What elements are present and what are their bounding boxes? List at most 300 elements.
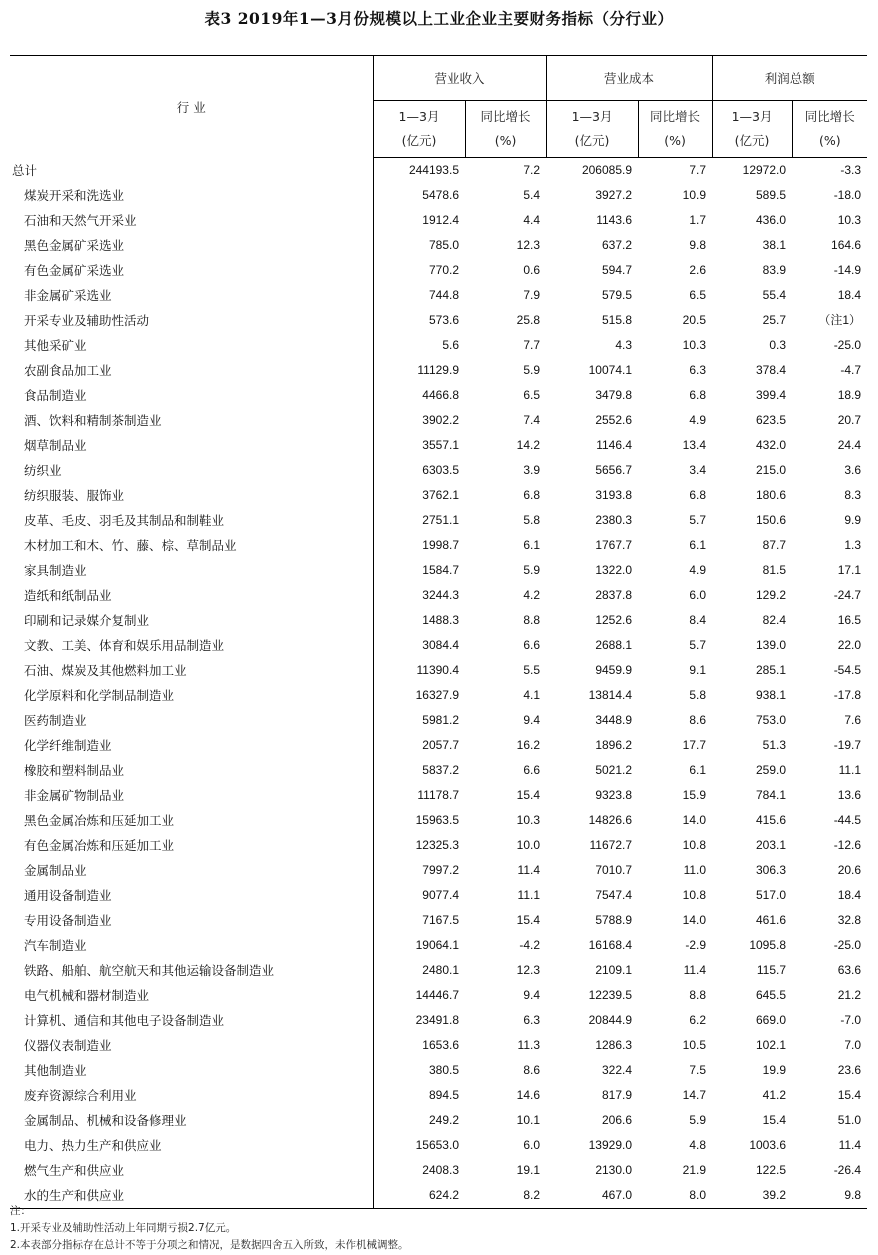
industry-name: 金属制品、机械和设备修理业 bbox=[24, 1113, 187, 1128]
revenue-growth-cell: 10.3 bbox=[516, 813, 541, 827]
cost-growth-cell: -2.9 bbox=[685, 938, 707, 952]
industry-name: 非金属矿物制品业 bbox=[24, 788, 125, 803]
profit-value-cell: 139.0 bbox=[756, 638, 787, 652]
cost-growth-cell: 13.4 bbox=[682, 438, 707, 452]
profit-growth-cell: 18.4 bbox=[837, 888, 862, 902]
revenue-growth-cell: 11.1 bbox=[517, 888, 541, 902]
industry-name: 化学原料和化学制品制造业 bbox=[24, 688, 175, 703]
cost-growth-cell: 15.9 bbox=[682, 788, 707, 802]
profit-value-cell: 399.4 bbox=[756, 388, 787, 402]
cost-value-cell: 2130.0 bbox=[595, 1163, 633, 1177]
profit-growth-cell: 13.6 bbox=[837, 788, 862, 802]
revenue-growth-cell: 15.4 bbox=[516, 913, 541, 927]
industry-name: 电气机械和器材制造业 bbox=[24, 988, 150, 1003]
profit-value-cell: 19.9 bbox=[762, 1063, 787, 1077]
profit-value-cell: 102.1 bbox=[756, 1038, 787, 1052]
cost-growth-cell: 5.9 bbox=[689, 1113, 707, 1127]
cost-growth-cell: 8.8 bbox=[689, 988, 707, 1002]
revenue-growth-cell: 5.9 bbox=[523, 363, 541, 377]
table-row bbox=[10, 983, 867, 1008]
cost-growth-cell: 20.5 bbox=[682, 313, 707, 327]
cost-growth-cell: 6.1 bbox=[689, 763, 707, 777]
revenue-growth-cell: 9.4 bbox=[523, 988, 541, 1002]
revenue-growth-cell: 14.2 bbox=[516, 438, 541, 452]
revenue-value-cell: 3084.4 bbox=[373, 633, 465, 658]
revenue-value-cell: 3244.3 bbox=[373, 583, 465, 608]
page-title: 表3 2019年1—3月份规模以上工业企业主要财务指标（分行业） bbox=[204, 9, 674, 28]
cost-growth-cell: 14.7 bbox=[682, 1088, 707, 1102]
industry-name: 印刷和记录媒介复制业 bbox=[24, 613, 150, 628]
industry-header: 行 业 bbox=[10, 56, 373, 158]
cost-growth-cell: 6.5 bbox=[689, 288, 707, 302]
table-row bbox=[10, 608, 867, 633]
cost-value-cell: 2109.1 bbox=[595, 963, 633, 977]
revenue-growth-cell: 5.9 bbox=[523, 563, 541, 577]
revenue-growth-cell: 15.4 bbox=[516, 788, 541, 802]
industry-name: 通用设备制造业 bbox=[24, 888, 112, 903]
cost-growth-cell: 1.7 bbox=[689, 213, 707, 227]
cost-value-cell: 579.5 bbox=[601, 288, 633, 302]
profit-growth-cell: -3.3 bbox=[840, 163, 862, 177]
profit-growth-header: 同比增长 (%) bbox=[792, 101, 867, 158]
table-row bbox=[10, 658, 867, 683]
cost-growth-cell: 4.8 bbox=[689, 1138, 707, 1152]
table-row bbox=[10, 458, 867, 483]
profit-growth-cell: 51.0 bbox=[837, 1113, 862, 1127]
profit-growth-cell: -54.5 bbox=[833, 663, 862, 677]
revenue-growth-cell: 4.4 bbox=[523, 213, 541, 227]
revenue-growth-cell: 3.9 bbox=[523, 463, 541, 477]
cost-value-cell: 3479.8 bbox=[595, 388, 633, 402]
table-row bbox=[10, 683, 867, 708]
cost-value-cell: 2552.6 bbox=[595, 413, 633, 427]
cost-growth-cell: 6.2 bbox=[689, 1013, 707, 1027]
financial-indicators-table bbox=[10, 55, 867, 1209]
profit-value-cell: 12972.0 bbox=[742, 163, 787, 177]
table-row bbox=[10, 258, 867, 283]
profit-value-cell: 83.9 bbox=[762, 263, 787, 277]
cost-growth-cell: 14.0 bbox=[682, 813, 707, 827]
revenue-value-cell: 5.6 bbox=[373, 333, 465, 358]
profit-growth-cell: 9.8 bbox=[792, 1183, 867, 1209]
revenue-growth-cell: 6.6 bbox=[523, 763, 541, 777]
revenue-value-cell: 1998.7 bbox=[373, 533, 465, 558]
cost-growth-cell: 2.6 bbox=[689, 263, 707, 277]
industry-name: 皮革、毛皮、羽毛及其制品和制鞋业 bbox=[24, 513, 225, 528]
table-row bbox=[10, 1108, 867, 1133]
footnote-1: 1.开采专业及辅助性活动上年同期亏损2.7亿元。 bbox=[10, 1222, 237, 1234]
revenue-value-cell: 15653.0 bbox=[373, 1133, 465, 1158]
cost-value-cell: 13929.0 bbox=[588, 1138, 633, 1152]
cost-value-cell: 1143.6 bbox=[596, 213, 633, 227]
profit-value-cell: 461.6 bbox=[756, 913, 787, 927]
industry-name: 医药制造业 bbox=[24, 713, 87, 728]
revenue-value-cell: 1488.3 bbox=[373, 608, 465, 633]
revenue-value-cell: 19064.1 bbox=[373, 933, 465, 958]
profit-value-cell: 82.4 bbox=[762, 613, 787, 627]
cost-growth-cell: 6.0 bbox=[689, 588, 707, 602]
revenue-value-cell: 770.2 bbox=[373, 258, 465, 283]
revenue-value-cell: 2480.1 bbox=[373, 958, 465, 983]
cost-growth-cell: 5.7 bbox=[689, 513, 707, 527]
revenue-header: 营业收入 bbox=[373, 56, 546, 101]
profit-growth-cell: 15.4 bbox=[837, 1088, 862, 1102]
profit-growth-cell: 18.4 bbox=[837, 288, 862, 302]
profit-value-cell: 115.7 bbox=[756, 963, 787, 977]
table-row bbox=[10, 308, 867, 333]
cost-value-cell: 1322.0 bbox=[595, 563, 633, 577]
cost-value-cell: 2837.8 bbox=[595, 588, 633, 602]
industry-name: 木材加工和木、竹、藤、棕、草制品业 bbox=[24, 538, 237, 553]
profit-value-cell: 436.0 bbox=[756, 213, 787, 227]
profit-growth-cell: 1.3 bbox=[844, 538, 862, 552]
table-row bbox=[10, 708, 867, 733]
profit-growth-cell: -17.8 bbox=[833, 688, 862, 702]
industry-name: 废弃资源综合利用业 bbox=[24, 1088, 137, 1103]
cost-growth-cell: 11.0 bbox=[683, 863, 707, 877]
profit-growth-cell: 9.9 bbox=[844, 513, 862, 527]
industry-name: 酒、饮料和精制茶制造业 bbox=[24, 413, 162, 428]
cost-growth-cell: 6.8 bbox=[689, 388, 707, 402]
revenue-growth-cell: 6.8 bbox=[523, 488, 541, 502]
revenue-growth-cell: 5.5 bbox=[523, 663, 541, 677]
revenue-growth-cell: 0.6 bbox=[523, 263, 541, 277]
cost-growth-cell: 6.1 bbox=[689, 538, 707, 552]
cost-growth-cell: 21.9 bbox=[682, 1163, 707, 1177]
cost-growth-cell: 4.9 bbox=[689, 413, 707, 427]
profit-value-cell: 25.7 bbox=[762, 313, 787, 327]
table-row bbox=[10, 783, 867, 808]
cost-value-cell: 3927.2 bbox=[595, 188, 633, 202]
revenue-value-cell: 7997.2 bbox=[373, 858, 465, 883]
table-row bbox=[10, 1033, 867, 1058]
table-row bbox=[10, 833, 867, 858]
revenue-growth-cell: 8.8 bbox=[523, 613, 541, 627]
profit-growth-cell: 32.8 bbox=[837, 913, 862, 927]
profit-value-cell: 215.0 bbox=[756, 463, 787, 477]
cost-value-cell: 5021.2 bbox=[595, 763, 633, 777]
profit-growth-cell: 3.6 bbox=[844, 463, 862, 477]
cost-value-cell: 13814.4 bbox=[588, 688, 633, 702]
profit-growth-cell: -7.0 bbox=[840, 1013, 862, 1027]
profit-growth-cell: 22.0 bbox=[837, 638, 862, 652]
revenue-growth-cell: 6.3 bbox=[523, 1013, 541, 1027]
revenue-growth-cell: 25.8 bbox=[516, 313, 541, 327]
industry-name: 水的生产和供应业 bbox=[10, 1183, 373, 1209]
revenue-growth-cell: 6.5 bbox=[523, 388, 541, 402]
revenue-growth-cell: 11.3 bbox=[517, 1038, 541, 1052]
table-row bbox=[10, 433, 867, 458]
table-row bbox=[10, 1058, 867, 1083]
profit-value-cell: 753.0 bbox=[756, 713, 787, 727]
revenue-value-cell: 624.2 bbox=[373, 1183, 465, 1209]
revenue-growth-cell: 12.3 bbox=[516, 238, 541, 252]
revenue-value-cell: 14446.7 bbox=[373, 983, 465, 1008]
cost-value-cell: 2380.3 bbox=[595, 513, 633, 527]
cost-value-cell: 20844.9 bbox=[588, 1013, 633, 1027]
profit-value-cell: 432.0 bbox=[756, 438, 787, 452]
profit-value-cell: 1095.8 bbox=[749, 938, 787, 952]
industry-name: 电力、热力生产和供应业 bbox=[24, 1138, 162, 1153]
cost-growth-cell: 3.4 bbox=[689, 463, 707, 477]
cost-growth-cell: 5.7 bbox=[689, 638, 707, 652]
industry-name: 其他采矿业 bbox=[24, 338, 87, 353]
revenue-value-cell: 11390.4 bbox=[373, 658, 465, 683]
profit-growth-cell: 16.5 bbox=[837, 613, 862, 627]
industry-name: 铁路、船舶、航空航天和其他运输设备制造业 bbox=[24, 963, 275, 978]
revenue-growth-cell: 16.2 bbox=[516, 738, 541, 752]
profit-growth-cell: -24.7 bbox=[833, 588, 862, 602]
industry-name: 有色金属矿采选业 bbox=[24, 263, 125, 278]
cost-growth-cell: 8.6 bbox=[689, 713, 707, 727]
profit-growth-cell: -26.4 bbox=[833, 1163, 862, 1177]
revenue-growth-cell: 7.7 bbox=[523, 338, 541, 352]
revenue-growth-cell: 6.1 bbox=[523, 538, 541, 552]
profit-value-cell: 285.1 bbox=[756, 663, 787, 677]
revenue-growth-cell: 11.4 bbox=[517, 863, 541, 877]
industry-name: 汽车制造业 bbox=[24, 938, 87, 953]
profit-growth-cell: 7.6 bbox=[844, 713, 862, 727]
cost-value-cell: 515.8 bbox=[601, 313, 633, 327]
profit-value-cell: 39.2 bbox=[712, 1183, 792, 1209]
industry-name: 烟草制品业 bbox=[24, 438, 87, 453]
cost-growth-cell: 10.5 bbox=[682, 1038, 707, 1052]
cost-growth-cell: 17.7 bbox=[682, 738, 707, 752]
table-row bbox=[10, 333, 867, 358]
revenue-growth-cell: 4.1 bbox=[523, 688, 541, 702]
cost-value-cell: 10074.1 bbox=[588, 363, 633, 377]
industry-name: 橡胶和塑料制品业 bbox=[24, 763, 125, 778]
revenue-value-cell: 4466.8 bbox=[373, 383, 465, 408]
revenue-growth-cell: 19.1 bbox=[516, 1163, 541, 1177]
cost-growth-cell: 6.3 bbox=[689, 363, 707, 377]
revenue-growth-cell: 12.3 bbox=[516, 963, 541, 977]
cost-value-cell: 817.9 bbox=[601, 1088, 633, 1102]
cost-growth-cell: 8.4 bbox=[689, 613, 707, 627]
industry-name: 黑色金属冶炼和压延加工业 bbox=[24, 813, 175, 828]
profit-growth-cell: 23.6 bbox=[837, 1063, 862, 1077]
profit-growth-cell: -4.7 bbox=[840, 363, 862, 377]
profit-growth-cell: -14.9 bbox=[833, 263, 862, 277]
cost-value-cell: 16168.4 bbox=[588, 938, 633, 952]
cost-value-cell: 206.6 bbox=[601, 1113, 633, 1127]
profit-value-cell: 81.5 bbox=[762, 563, 787, 577]
cost-growth-cell: 14.0 bbox=[682, 913, 707, 927]
cost-growth-cell: 10.3 bbox=[682, 338, 707, 352]
profit-value-cell: 517.0 bbox=[756, 888, 787, 902]
cost-growth-cell: 11.4 bbox=[683, 963, 707, 977]
cost-value-cell: 322.4 bbox=[601, 1063, 633, 1077]
revenue-growth-cell: 4.2 bbox=[523, 588, 541, 602]
industry-name: 其他制造业 bbox=[24, 1063, 87, 1078]
revenue-growth-cell: 5.8 bbox=[523, 513, 541, 527]
profit-growth-cell: 20.7 bbox=[837, 413, 862, 427]
revenue-growth-cell: 14.6 bbox=[516, 1088, 541, 1102]
cost-value-cell: 9459.9 bbox=[595, 663, 633, 677]
profit-value-cell: 87.7 bbox=[762, 538, 787, 552]
table-row bbox=[10, 383, 867, 408]
profit-value-cell: 306.3 bbox=[756, 863, 787, 877]
revenue-growth-cell: 7.9 bbox=[523, 288, 541, 302]
profit-value-cell: 55.4 bbox=[762, 288, 787, 302]
industry-name: 开采专业及辅助性活动 bbox=[24, 313, 150, 328]
cost-growth-cell: 7.5 bbox=[689, 1063, 707, 1077]
revenue-value-cell: 894.5 bbox=[373, 1083, 465, 1108]
profit-value-cell: 589.5 bbox=[756, 188, 787, 202]
profit-growth-cell: 20.6 bbox=[837, 863, 862, 877]
table-row bbox=[10, 883, 867, 908]
revenue-value-cell: 11178.7 bbox=[373, 783, 465, 808]
cost-value-cell: 1896.2 bbox=[595, 738, 633, 752]
cost-value-cell: 1252.6 bbox=[595, 613, 633, 627]
profit-value-cell: 938.1 bbox=[756, 688, 787, 702]
profit-value-cell: 51.3 bbox=[762, 738, 787, 752]
cost-value-cell: 594.7 bbox=[601, 263, 633, 277]
revenue-growth-cell: 5.4 bbox=[523, 188, 541, 202]
revenue-growth-cell: 9.4 bbox=[523, 713, 541, 727]
industry-name: 石油、煤炭及其他燃料加工业 bbox=[24, 663, 187, 678]
industry-name: 仪器仪表制造业 bbox=[24, 1038, 112, 1053]
revenue-value-cell: 15963.5 bbox=[373, 808, 465, 833]
profit-growth-cell: 7.0 bbox=[844, 1038, 862, 1052]
profit-growth-cell: 24.4 bbox=[837, 438, 862, 452]
table-row bbox=[10, 533, 867, 558]
cost-value-cell: 12239.5 bbox=[588, 988, 633, 1002]
table-row bbox=[10, 933, 867, 958]
industry-name: 造纸和纸制品业 bbox=[24, 588, 112, 603]
revenue-growth-header: 同比增长 (%) bbox=[465, 101, 546, 158]
industry-name: 食品制造业 bbox=[24, 388, 87, 403]
table-row bbox=[10, 1133, 867, 1158]
revenue-value-cell: 9077.4 bbox=[373, 883, 465, 908]
industry-name: 专用设备制造业 bbox=[24, 913, 112, 928]
revenue-value-cell: 16327.9 bbox=[373, 683, 465, 708]
revenue-growth-cell: 7.4 bbox=[523, 413, 541, 427]
cost-growth-cell: 6.8 bbox=[689, 488, 707, 502]
footnote-2: 2.本表部分指标存在总计不等于分项之和情况，是数据四舍五入所致，未作机械调整。 bbox=[10, 1239, 409, 1251]
cost-growth-cell: 10.8 bbox=[682, 838, 707, 852]
revenue-value-cell: 11129.9 bbox=[373, 358, 465, 383]
cost-value-cell: 206085.9 bbox=[581, 163, 633, 177]
industry-name: 总计 bbox=[12, 162, 38, 178]
profit-growth-cell: （注1） bbox=[818, 313, 862, 327]
table-row bbox=[10, 958, 867, 983]
profit-value-cell: 180.6 bbox=[756, 488, 787, 502]
profit-growth-cell: -19.7 bbox=[833, 738, 862, 752]
industry-name: 家具制造业 bbox=[24, 563, 87, 578]
revenue-growth-cell: 7.2 bbox=[523, 163, 541, 177]
profit-growth-cell: 11.1 bbox=[838, 763, 862, 777]
profit-growth-cell: 164.6 bbox=[831, 238, 862, 252]
industry-name: 金属制品业 bbox=[24, 863, 87, 878]
table-row bbox=[10, 283, 867, 308]
profit-value-cell: 41.2 bbox=[762, 1088, 787, 1102]
table-row bbox=[10, 358, 867, 383]
revenue-value-cell: 3902.2 bbox=[373, 408, 465, 433]
cost-value-header: 1—3月 (亿元) bbox=[546, 101, 638, 158]
cost-value-cell: 1767.7 bbox=[595, 538, 633, 552]
cost-growth-cell: 7.7 bbox=[689, 163, 707, 177]
revenue-value-cell: 1584.7 bbox=[373, 558, 465, 583]
profit-growth-cell: 17.1 bbox=[837, 563, 862, 577]
table-row bbox=[10, 908, 867, 933]
profit-growth-cell: 11.4 bbox=[838, 1138, 862, 1152]
cost-value-cell: 14826.6 bbox=[588, 813, 633, 827]
profit-value-cell: 122.5 bbox=[756, 1163, 787, 1177]
revenue-value-cell: 12325.3 bbox=[373, 833, 465, 858]
profit-growth-cell: 10.3 bbox=[837, 213, 862, 227]
cost-value-cell: 2688.1 bbox=[595, 638, 633, 652]
cost-value-cell: 3193.8 bbox=[595, 488, 633, 502]
cost-growth-cell: 4.9 bbox=[689, 563, 707, 577]
profit-growth-cell: 63.6 bbox=[837, 963, 862, 977]
cost-value-cell: 11672.7 bbox=[589, 838, 633, 852]
table-row bbox=[10, 758, 867, 783]
profit-value-header: 1—3月 (亿元) bbox=[712, 101, 792, 158]
table-body bbox=[10, 158, 867, 1209]
industry-name: 非金属矿采选业 bbox=[24, 288, 112, 303]
revenue-value-cell: 5981.2 bbox=[373, 708, 465, 733]
cost-header: 营业成本 bbox=[546, 56, 712, 101]
footnotes bbox=[10, 1203, 870, 1254]
table-row bbox=[10, 183, 867, 208]
profit-value-cell: 129.2 bbox=[756, 588, 787, 602]
profit-value-cell: 784.1 bbox=[756, 788, 787, 802]
table-row bbox=[10, 158, 867, 184]
table-row bbox=[10, 208, 867, 233]
revenue-value-cell: 744.8 bbox=[373, 283, 465, 308]
profit-value-cell: 1003.6 bbox=[749, 1138, 787, 1152]
revenue-value-cell: 380.5 bbox=[373, 1058, 465, 1083]
cost-growth-cell: 9.1 bbox=[689, 663, 707, 677]
revenue-value-cell: 5478.6 bbox=[373, 183, 465, 208]
revenue-value-cell: 244193.5 bbox=[373, 158, 465, 184]
cost-value-cell: 4.3 bbox=[615, 338, 633, 352]
revenue-growth-cell: 6.6 bbox=[523, 638, 541, 652]
revenue-value-cell: 6303.5 bbox=[373, 458, 465, 483]
revenue-growth-cell: 10.1 bbox=[516, 1113, 541, 1127]
cost-value-cell: 5788.9 bbox=[595, 913, 633, 927]
table-row bbox=[10, 633, 867, 658]
revenue-growth-cell: 6.0 bbox=[523, 1138, 541, 1152]
profit-value-cell: 15.4 bbox=[762, 1113, 787, 1127]
profit-growth-cell: 21.2 bbox=[837, 988, 862, 1002]
cost-value-cell: 7547.4 bbox=[595, 888, 633, 902]
revenue-value-cell: 785.0 bbox=[373, 233, 465, 258]
profit-value-cell: 645.5 bbox=[756, 988, 787, 1002]
table-row bbox=[10, 508, 867, 533]
revenue-value-cell: 2751.1 bbox=[373, 508, 465, 533]
profit-header: 利润总额 bbox=[712, 56, 867, 101]
table-row bbox=[10, 1083, 867, 1108]
revenue-value-header: 1—3月 (亿元) bbox=[373, 101, 465, 158]
revenue-growth-cell: -4.2 bbox=[519, 938, 541, 952]
cost-value-cell: 7010.7 bbox=[595, 863, 633, 877]
revenue-value-cell: 1912.4 bbox=[373, 208, 465, 233]
profit-value-cell: 378.4 bbox=[756, 363, 787, 377]
cost-growth-cell: 10.8 bbox=[682, 888, 707, 902]
cost-value-cell: 9323.8 bbox=[595, 788, 633, 802]
cost-growth-cell: 5.8 bbox=[689, 688, 707, 702]
table-row bbox=[10, 483, 867, 508]
cost-value-cell: 1146.4 bbox=[596, 438, 633, 452]
table-row bbox=[10, 858, 867, 883]
profit-growth-cell: -12.6 bbox=[833, 838, 862, 852]
industry-name: 计算机、通信和其他电子设备制造业 bbox=[24, 1013, 225, 1028]
industry-name: 燃气生产和供应业 bbox=[24, 1163, 125, 1178]
profit-value-cell: 203.1 bbox=[756, 838, 787, 852]
revenue-value-cell: 3762.1 bbox=[373, 483, 465, 508]
